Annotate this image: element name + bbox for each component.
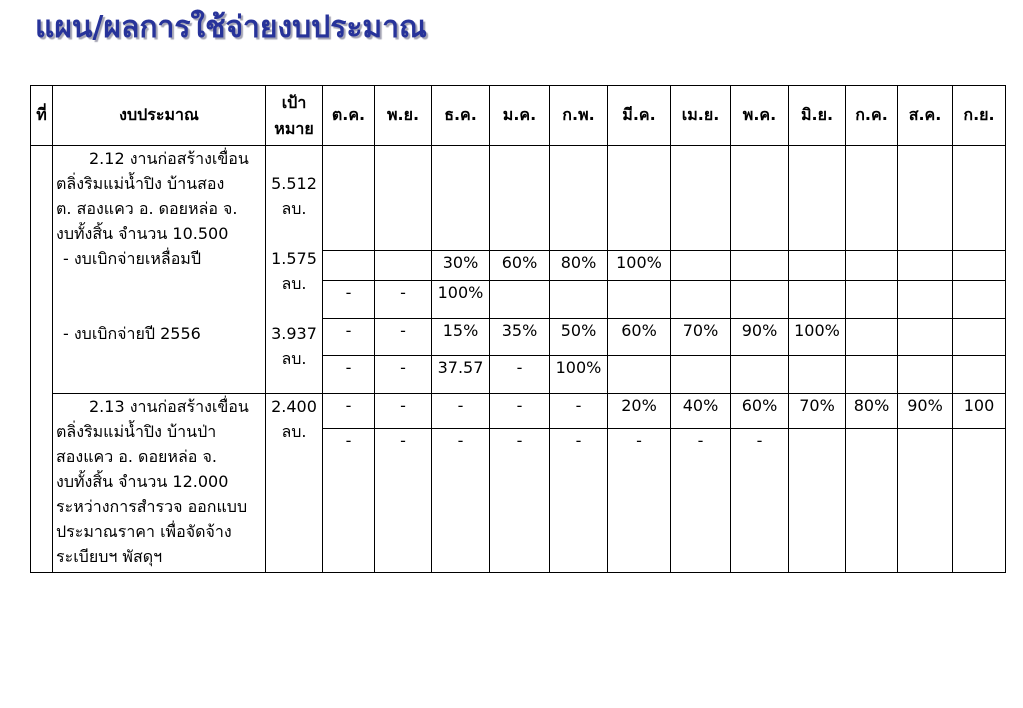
project-description-line: ประมาณราคา เพื่อจัดจ้าง <box>56 522 232 541</box>
row-number-cell <box>31 146 53 573</box>
plan-cell: 60% <box>490 251 550 281</box>
project-description-line: งบทั้งสิ้น จำนวน 12.000 <box>56 472 229 491</box>
project-target-cell <box>266 394 323 573</box>
month-header-jun: มิ.ย. <box>789 86 846 146</box>
result-cell <box>731 356 789 394</box>
month-value-cell <box>731 146 789 251</box>
month-header-feb: ก.พ. <box>550 86 608 146</box>
plan-cell <box>375 251 432 281</box>
result-cell <box>846 356 898 394</box>
target-unit: ลบ. <box>281 274 307 293</box>
target-unit: ลบ. <box>281 199 307 218</box>
result-cell <box>898 429 953 573</box>
plan-cell: 90% <box>898 394 953 429</box>
month-value-cell <box>490 146 550 251</box>
plan-cell <box>898 319 953 356</box>
header-budget: งบประมาณ <box>53 86 266 146</box>
line-spacer <box>266 221 322 246</box>
target-unit: ลบ. <box>281 349 307 368</box>
plan-cell: 30% <box>432 251 490 281</box>
plan-cell: 60% <box>608 319 671 356</box>
month-header-apr: เม.ย. <box>671 86 731 146</box>
project-description-line: 2.12 งานก่อสร้างเขื่อน <box>89 149 249 168</box>
project-description-line: ตลิ่งริมแม่น้ำปิง บ้านสอง <box>56 174 225 193</box>
month-value-cell <box>550 146 608 251</box>
month-value-cell <box>608 146 671 251</box>
plan-cell <box>898 251 953 281</box>
plan-cell: - <box>323 394 375 429</box>
month-value-cell <box>898 146 953 251</box>
project-description-line: ระหว่างการสำรวจ ออกแบบ <box>56 497 248 516</box>
result-cell <box>789 281 846 319</box>
plan-cell: 60% <box>731 394 789 429</box>
result-cell <box>671 281 731 319</box>
plan-cell: 100% <box>789 319 846 356</box>
plan-cell: - <box>375 319 432 356</box>
result-cell: - <box>731 429 789 573</box>
month-header-aug: ส.ค. <box>898 86 953 146</box>
target-value: 5.512 <box>271 174 317 193</box>
result-cell <box>608 356 671 394</box>
result-cell <box>953 356 1006 394</box>
target-unit: ลบ. <box>281 422 307 441</box>
project-description-line: ตลิ่งริมแม่น้ำปิง บ้านป่า <box>56 422 217 441</box>
header-target-line-1: เป้า <box>281 92 307 112</box>
result-cell: - <box>323 356 375 394</box>
month-header-oct: ต.ค. <box>323 86 375 146</box>
plan-cell <box>789 251 846 281</box>
month-header-jan: ม.ค. <box>490 86 550 146</box>
project-description-line: 2.13 งานก่อสร้างเขื่อน <box>89 397 249 416</box>
result-cell: 100% <box>432 281 490 319</box>
result-cell <box>671 356 731 394</box>
result-cell <box>846 429 898 573</box>
plan-cell: 20% <box>608 394 671 429</box>
slide-title: แผน/ผลการใช้จ่ายงบประมาณ <box>35 10 427 45</box>
result-cell: 100% <box>550 356 608 394</box>
result-cell <box>898 281 953 319</box>
month-value-cell <box>671 146 731 251</box>
plan-cell: 15% <box>432 319 490 356</box>
month-value-cell <box>323 146 375 251</box>
plan-cell: 50% <box>550 319 608 356</box>
plan-cell: - <box>550 394 608 429</box>
month-value-cell <box>846 146 898 251</box>
header-no: ที่ <box>31 86 53 146</box>
month-value-cell <box>375 146 432 251</box>
plan-cell: - <box>323 319 375 356</box>
plan-cell: 90% <box>731 319 789 356</box>
result-cell: 37.57 <box>432 356 490 394</box>
line-spacer <box>56 296 265 321</box>
header-target <box>266 86 323 146</box>
result-cell <box>846 281 898 319</box>
project-description-line: สองแคว อ. ดอยหล่อ จ. <box>56 447 217 466</box>
line-spacer <box>266 296 322 321</box>
result-cell: - <box>550 429 608 573</box>
result-cell: - <box>671 429 731 573</box>
sub-item-label: - งบเบิกจ่ายปี 2556 <box>63 324 201 343</box>
result-cell: - <box>375 429 432 573</box>
plan-cell <box>953 319 1006 356</box>
result-cell <box>490 281 550 319</box>
result-cell <box>731 281 789 319</box>
plan-cell: 100 <box>953 394 1006 429</box>
plan-cell: 100% <box>608 251 671 281</box>
plan-cell: - <box>375 394 432 429</box>
plan-cell: 80% <box>550 251 608 281</box>
line-spacer <box>56 271 265 296</box>
plan-cell <box>731 251 789 281</box>
month-header-jul: ก.ค. <box>846 86 898 146</box>
month-header-may: พ.ค. <box>731 86 789 146</box>
sub-item-label: - งบเบิกจ่ายเหลื่อมปี <box>63 249 202 268</box>
result-cell: - <box>490 429 550 573</box>
plan-cell: 40% <box>671 394 731 429</box>
plan-cell: - <box>490 394 550 429</box>
plan-cell <box>846 251 898 281</box>
month-value-cell <box>432 146 490 251</box>
plan-cell <box>323 251 375 281</box>
project-description-line: งบทั้งสิ้น จำนวน 10.500 <box>56 224 229 243</box>
result-cell <box>898 356 953 394</box>
month-header-sep: ก.ย. <box>953 86 1006 146</box>
result-cell <box>608 281 671 319</box>
month-value-cell <box>789 146 846 251</box>
result-cell <box>550 281 608 319</box>
project-target-cell <box>266 146 323 394</box>
result-cell: - <box>375 281 432 319</box>
result-cell: - <box>490 356 550 394</box>
result-cell <box>789 429 846 573</box>
result-cell <box>953 281 1006 319</box>
result-cell: - <box>432 429 490 573</box>
month-header-nov: พ.ย. <box>375 86 432 146</box>
plan-cell: 70% <box>789 394 846 429</box>
line-spacer <box>266 146 322 171</box>
plan-cell: 70% <box>671 319 731 356</box>
plan-cell <box>846 319 898 356</box>
project-budget-cell <box>53 394 266 573</box>
result-cell <box>789 356 846 394</box>
plan-cell: 80% <box>846 394 898 429</box>
month-header-dec: ธ.ค. <box>432 86 490 146</box>
plan-cell <box>953 251 1006 281</box>
result-cell <box>953 429 1006 573</box>
project-budget-cell <box>53 146 266 394</box>
header-target-line-2: หมาย <box>274 118 314 138</box>
result-cell: - <box>608 429 671 573</box>
result-cell: - <box>323 281 375 319</box>
budget-table <box>30 85 1006 573</box>
result-cell: - <box>323 429 375 573</box>
project-description-line: ต. สองแคว อ. ดอยหล่อ จ. <box>56 199 238 218</box>
result-cell: - <box>375 356 432 394</box>
target-value: 1.575 <box>271 249 317 268</box>
plan-cell: - <box>432 394 490 429</box>
month-header-mar: มี.ค. <box>608 86 671 146</box>
project-description-line: ระเบียบฯ พัสดุฯ <box>56 547 163 566</box>
plan-cell <box>671 251 731 281</box>
target-value: 3.937 <box>271 324 317 343</box>
plan-cell: 35% <box>490 319 550 356</box>
month-value-cell <box>953 146 1006 251</box>
target-value: 2.400 <box>271 397 317 416</box>
